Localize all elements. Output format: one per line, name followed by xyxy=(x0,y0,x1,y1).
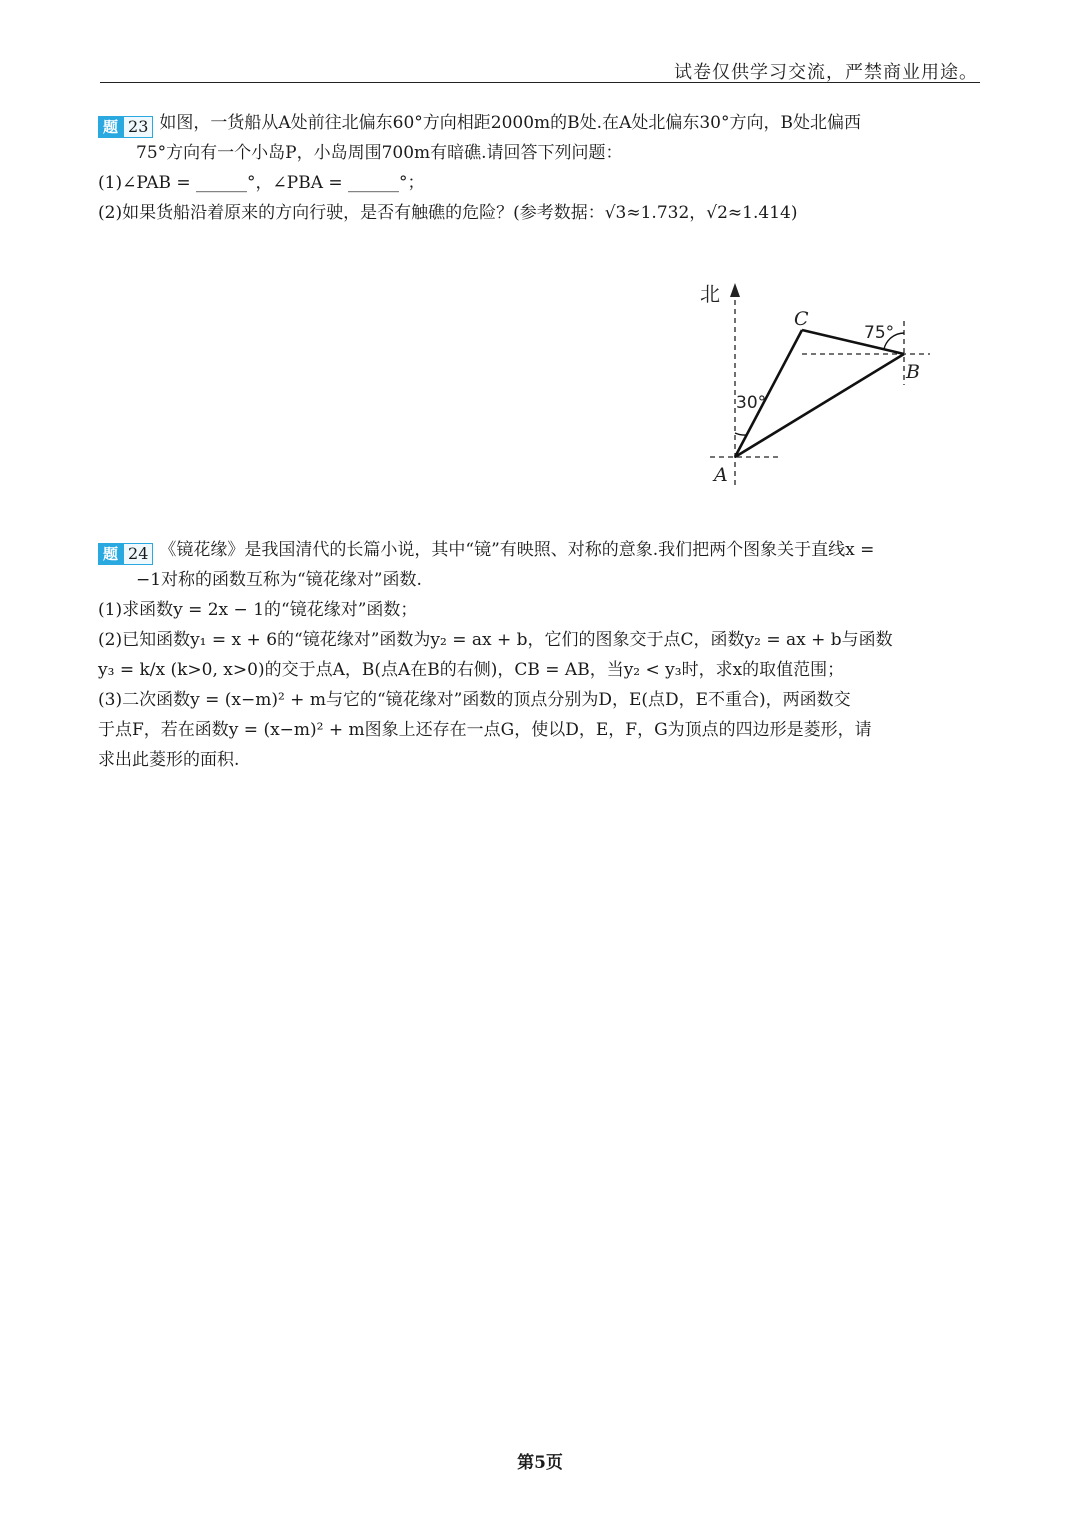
bearing-diagram xyxy=(690,275,940,490)
problem-23-badge xyxy=(98,116,153,138)
problem-23-part1: (1)∠PAB = ______°，∠PBA = ______°； xyxy=(98,173,425,193)
problem-24-part2-line1: (2)已知函数y₁ = x + 6的“镜花缘对”函数为y₂ = ax + b，它们的图象交于点C，函数y₂ = ax + b与函数 xyxy=(98,630,893,650)
problem-23 xyxy=(98,108,984,228)
problem-24-part3-line3: 求出此菱形的面积. xyxy=(98,750,240,770)
north-arrow-icon xyxy=(730,283,740,297)
problem-24 xyxy=(98,535,984,775)
badge-label: 题 xyxy=(98,116,123,138)
point-b-label: B xyxy=(906,361,920,383)
problem-23-part2: (2)如果货船沿着原来的方向行驶，是否有触礁的危险？(参考数据：√3≈1.732，√2≈1.414) xyxy=(98,203,798,223)
badge-number: 23 xyxy=(123,116,153,138)
problem-24-stem-line2: −1对称的函数互称为“镜花缘对”函数. xyxy=(136,570,422,590)
problem-24-part3-line1: (3)二次函数y = (x−m)² + m与它的“镜花缘对”函数的顶点分别为D，E(点D，E不重合)，两函数交 xyxy=(98,690,851,710)
point-a-label: A xyxy=(714,464,728,486)
angle-a-label: 30° xyxy=(736,393,767,413)
angle-arc-a xyxy=(735,433,746,435)
page-number: 第5页 xyxy=(517,1453,563,1473)
copyright-notice: 试卷仅供学习交流，严禁商业用途。 xyxy=(674,62,978,83)
north-label: 北 xyxy=(700,282,720,306)
problem-24-part2-line2: y₃ = k/x (k>0, x>0)的交于点A，B(点A在B的右侧)，CB = AB，当y₂ < y₃时，求x的取值范围； xyxy=(98,660,845,680)
angle-b-label: 75° xyxy=(864,323,895,343)
page-header xyxy=(100,52,980,83)
problem-23-stem-line1: 如图，一货船从A处前往北偏东60°方向相距2000m的B处.在A处北偏东30°方向，B处北偏西 xyxy=(159,113,861,133)
problem-24-part1: (1)求函数y = 2x − 1的“镜花缘对”函数； xyxy=(98,600,418,620)
problem-24-stem-line1: 《镜花缘》是我国清代的长篇小说，其中“镜”有映照、对称的意象.我们把两个图象关于直线x = xyxy=(159,540,875,560)
badge-number: 24 xyxy=(123,543,153,565)
badge-label: 题 xyxy=(98,543,123,565)
problem-24-badge xyxy=(98,543,153,565)
point-c-label: C xyxy=(794,308,809,330)
problem-23-stem-line2: 75°方向有一个小岛P，小岛周围700m有暗礁.请回答下列问题： xyxy=(136,143,623,163)
problem-24-part3-line2: 于点F，若在函数y = (x−m)² + m图象上还存在一点G，使以D，E，F，G为顶点的四边形是菱形，请 xyxy=(98,720,872,740)
